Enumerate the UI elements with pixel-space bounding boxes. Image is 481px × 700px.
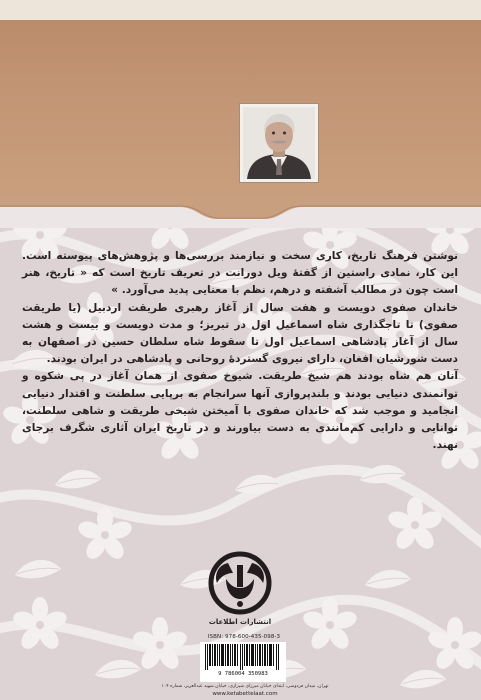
barcode-bars bbox=[205, 644, 281, 670]
publisher-logo-icon bbox=[208, 551, 272, 615]
back-cover-blurb bbox=[22, 248, 458, 454]
blurb-paragraph: آنان هم شاه بودند هم شیخ طریقت. شیوخ صفوی از همان آغاز در پی شکوه و توانمندی دنیایی بودند و بلندپروازی آنها سرانجام به برپایی سلطنت و اقتدار دنیایی انجامید و موجب شد که خاندان صفوی با آمیختن شیخی طریقت و شاهی سلطنت، توانایی و دارایی کم‌مانندی به دست بیاورند و در تاریخ ایران آثاری شگرف برجای نهند. bbox=[22, 370, 458, 452]
author-photo bbox=[243, 107, 315, 179]
author-photo-frame bbox=[240, 104, 318, 182]
publisher-name: انتشارات اطلاعات bbox=[208, 618, 272, 626]
blurb-paragraph: خاندان صفوی دویست و هفت سال از آغاز رهبری طریقت اردبیل (یا طریقت صفوی) تا تاجگذاری شاه اسماعیل اول در تبریز؛ و مدت دویست و بیست و هشت سال از آغاز پادشاهی اسماعیل اول تا سقوط شاه سلطان حسین در اصفهان به دست شورشیان افغان، دارای نیروی گستردهٔ روحانی و پادشاهی در ایران بودند. bbox=[22, 301, 458, 366]
barcode-digits: 9 786004 350983 bbox=[218, 671, 268, 677]
publisher-website: www.ketabettelaat.com bbox=[212, 691, 278, 697]
publisher-address: تهران، میدان فردوسی، ابتدای خیابان میرزای شیرازی، خیابان شهید عبدالعزیز، شماره ۱۰۴ bbox=[161, 684, 329, 689]
author-portrait bbox=[243, 107, 315, 179]
top-cream-strip bbox=[0, 0, 481, 20]
blurb-paragraph: نوشتن فرهنگ تاریخ، کاری سخت و نیازمند بررسی‌ها و پژوهش‌های پیوسته است. این کار، نمادی راستین از گفتهٔ ویل دورانت در تعریف تاریخ است که « تاریخ، هنر است چون در مطالب آشفته و درهم، نظم با معنایی پدید می‌آورد. » bbox=[22, 250, 458, 297]
barcode bbox=[200, 642, 286, 682]
isbn-text: ISBN: 978-600-435-098-3 bbox=[207, 634, 281, 640]
band-scalloped-edge bbox=[0, 198, 481, 228]
